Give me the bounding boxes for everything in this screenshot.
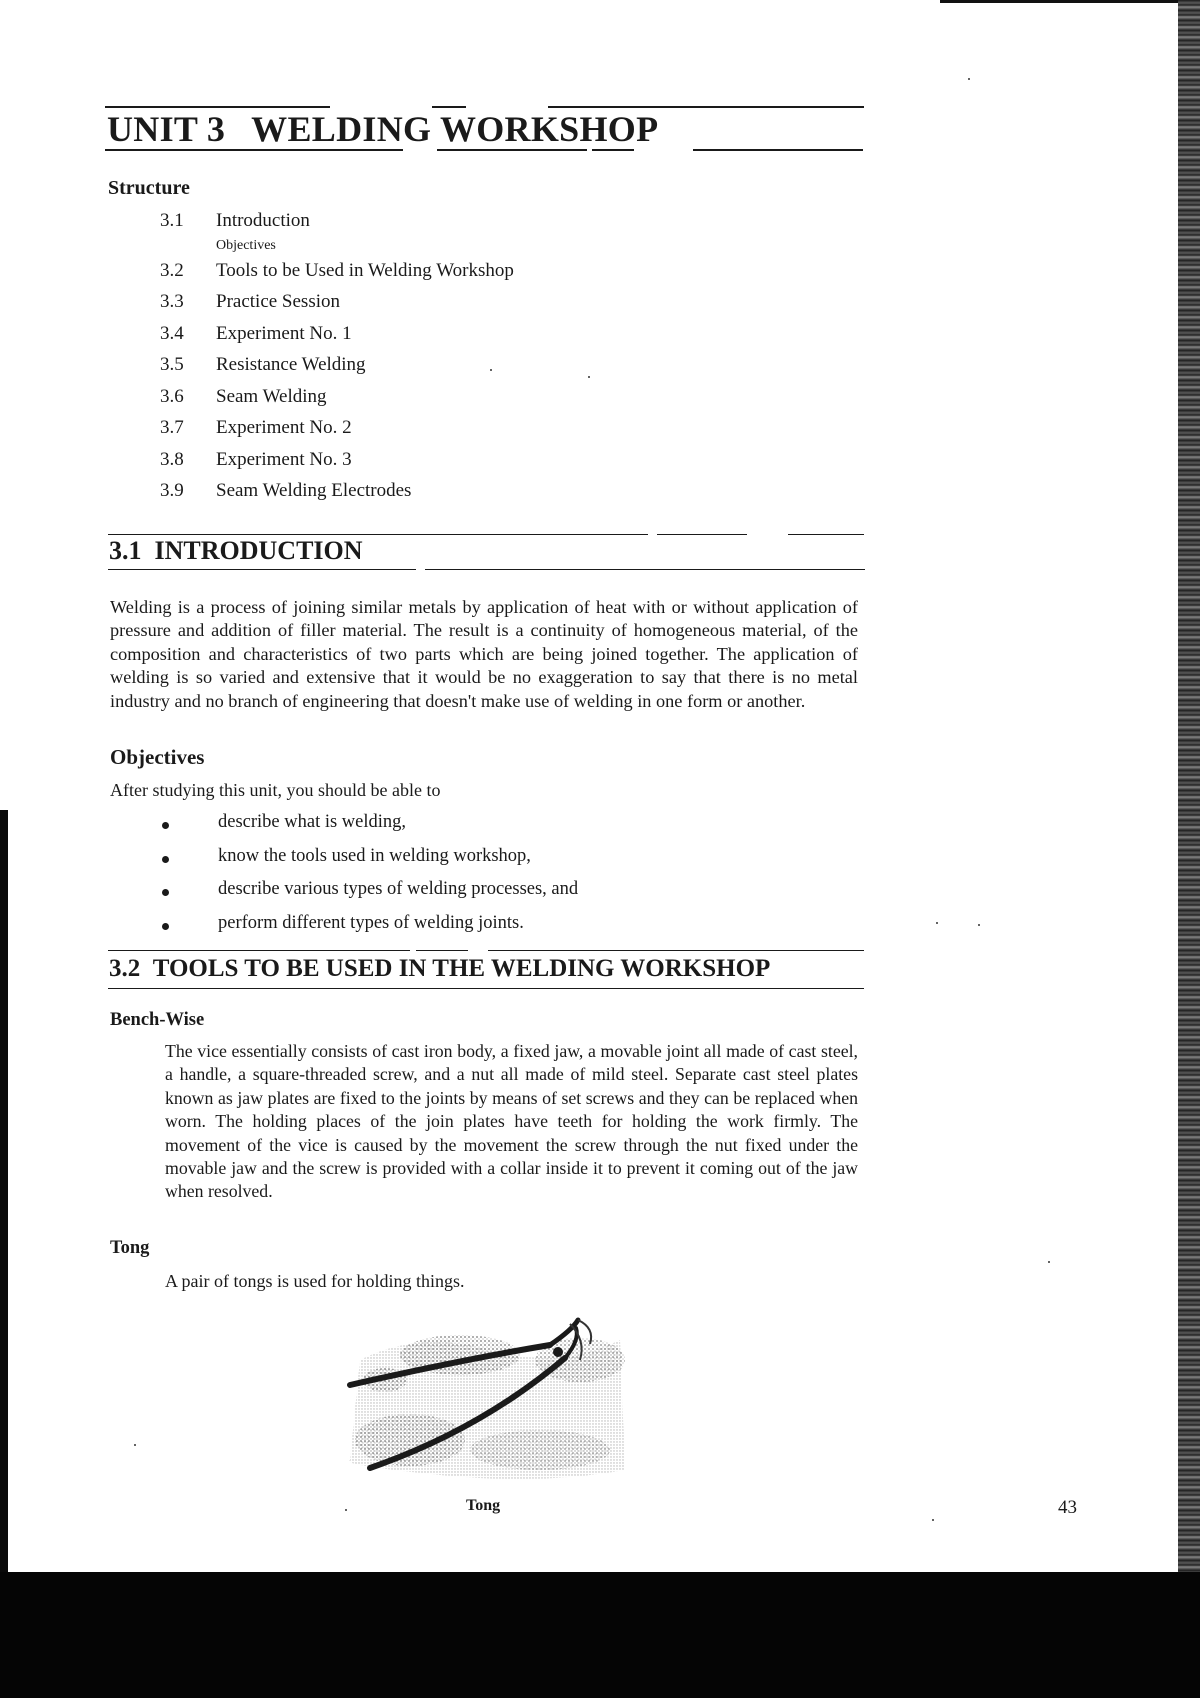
figure-caption: Tong — [466, 1497, 501, 1514]
title-underline — [592, 149, 634, 151]
section-underline — [108, 988, 864, 989]
toc-item — [160, 417, 760, 449]
toc-label: Resistance Welding — [216, 354, 366, 375]
toc-label: Seam Welding Electrodes — [216, 480, 412, 501]
title-underline — [693, 149, 863, 151]
scan-edge-right — [1178, 0, 1200, 1572]
objectives-intro: After studying this unit, you should be able to — [110, 780, 441, 800]
scan-speck — [932, 1519, 934, 1521]
tong-heading: Tong — [110, 1238, 150, 1258]
scan-speck — [968, 78, 970, 80]
section-rule — [108, 950, 410, 951]
section-title: INTRODUCTION — [154, 536, 363, 565]
toc-number: 3.9 — [160, 480, 184, 501]
toc-number: 3.4 — [160, 322, 184, 344]
scan-speck — [490, 369, 492, 371]
table-of-contents — [160, 210, 760, 512]
objectives-heading: Objectives — [110, 745, 205, 769]
scan-speck — [134, 1444, 136, 1446]
page-number: 43 — [1058, 1497, 1077, 1518]
section-number: 3.1 — [109, 536, 142, 565]
title-underline — [437, 149, 587, 151]
toc-item — [160, 323, 760, 355]
toc-item — [160, 449, 760, 481]
scan-speck — [1048, 1261, 1050, 1263]
scan-speck — [936, 922, 938, 924]
toc-number: 3.8 — [160, 448, 184, 470]
scan-edge-bottom — [0, 1572, 1200, 1698]
scan-speck — [588, 376, 590, 378]
tong-image — [340, 1300, 636, 1486]
toc-label: Seam Welding — [216, 385, 327, 407]
bench-wise-paragraph: The vice essentially consists of cast iron body, a fixed jaw, a movable joint all made of cast steel, a handle, a square-threaded screw, and a nut all made of mild steel. Separate cast steel plates known as jaw plates are fixed to the joints by means of set screws and they can be replaced when worn. The holding places of the join plates have teeth for holding the work firmly. The movement of the vice is caused by the movement the screw through the nut fixed under the movable jaw and the screw is provided with a collar inside it to prevent it coming out of the jaw when resolved. — [165, 1041, 858, 1202]
toc-number: 3.3 — [160, 291, 184, 312]
bullet-icon — [162, 923, 169, 930]
section-rule — [108, 534, 648, 535]
bench-wise-heading: Bench-Wise — [110, 1010, 205, 1030]
scan-speck — [345, 1509, 347, 1511]
toc-label: Experiment No. 2 — [216, 417, 352, 438]
introduction-paragraph: Welding is a process of joining similar metals by application of heat with or without application of pressure and addition of filler material. The result is a continuity of homogeneous material, of the composition and characteristics of two parts which are being joined together. The application of welding is so varied and extensive that it would be no exaggeration to say that there is no metal industry and no branch of engineering that doesn't make use of welding in one form or another. — [110, 597, 858, 711]
list-item-text: describe what is welding, — [218, 812, 407, 832]
list-item-text: know the tools used in welding workshop, — [218, 845, 531, 866]
toc-item — [160, 386, 760, 418]
toc-number: 3.6 — [160, 385, 184, 407]
list-item-text: describe various types of welding processes, and — [218, 879, 579, 899]
unit-label: UNIT 3 — [107, 109, 226, 149]
toc-item — [160, 260, 760, 292]
toc-subitem: Objectives — [216, 237, 276, 253]
toc-number: 3.5 — [160, 354, 184, 375]
section-number: 3.2 — [109, 955, 141, 982]
section-underline — [425, 569, 865, 570]
scan-speck — [978, 924, 980, 926]
toc-label: Experiment No. 3 — [216, 448, 352, 470]
bullet-icon — [162, 889, 169, 896]
toc-item — [160, 291, 760, 323]
unit-name: WELDING WORKSHOP — [251, 109, 659, 149]
section-rule — [657, 534, 747, 535]
toc-label: Tools to be Used in Welding Workshop — [216, 259, 514, 281]
section-underline — [108, 569, 416, 570]
unit-title — [107, 108, 658, 150]
toc-item — [160, 480, 760, 512]
toc-number: 3.2 — [160, 259, 184, 281]
toc-label: Practice Session — [216, 291, 341, 312]
bullet-icon — [162, 856, 169, 863]
toc-number: 3.1 — [160, 210, 184, 231]
structure-heading: Structure — [108, 177, 190, 199]
title-underline — [105, 149, 403, 151]
section-rule — [488, 950, 864, 951]
section-rule — [416, 950, 468, 951]
list-item-text: perform different types of welding joints. — [218, 912, 524, 933]
toc-label: Introduction — [216, 210, 310, 231]
section-3-1-heading — [109, 536, 363, 566]
toc-number: 3.7 — [160, 417, 184, 438]
section-rule — [788, 534, 864, 535]
toc-label: Experiment No. 1 — [216, 322, 352, 344]
section-3-2-heading — [109, 955, 770, 983]
tong-paragraph: A pair of tongs is used for holding things. — [165, 1271, 465, 1291]
section-title: TOOLS TO BE USED IN THE WELDING WORKSHOP — [152, 955, 771, 982]
toc-item — [160, 354, 760, 386]
bullet-icon — [162, 822, 169, 829]
